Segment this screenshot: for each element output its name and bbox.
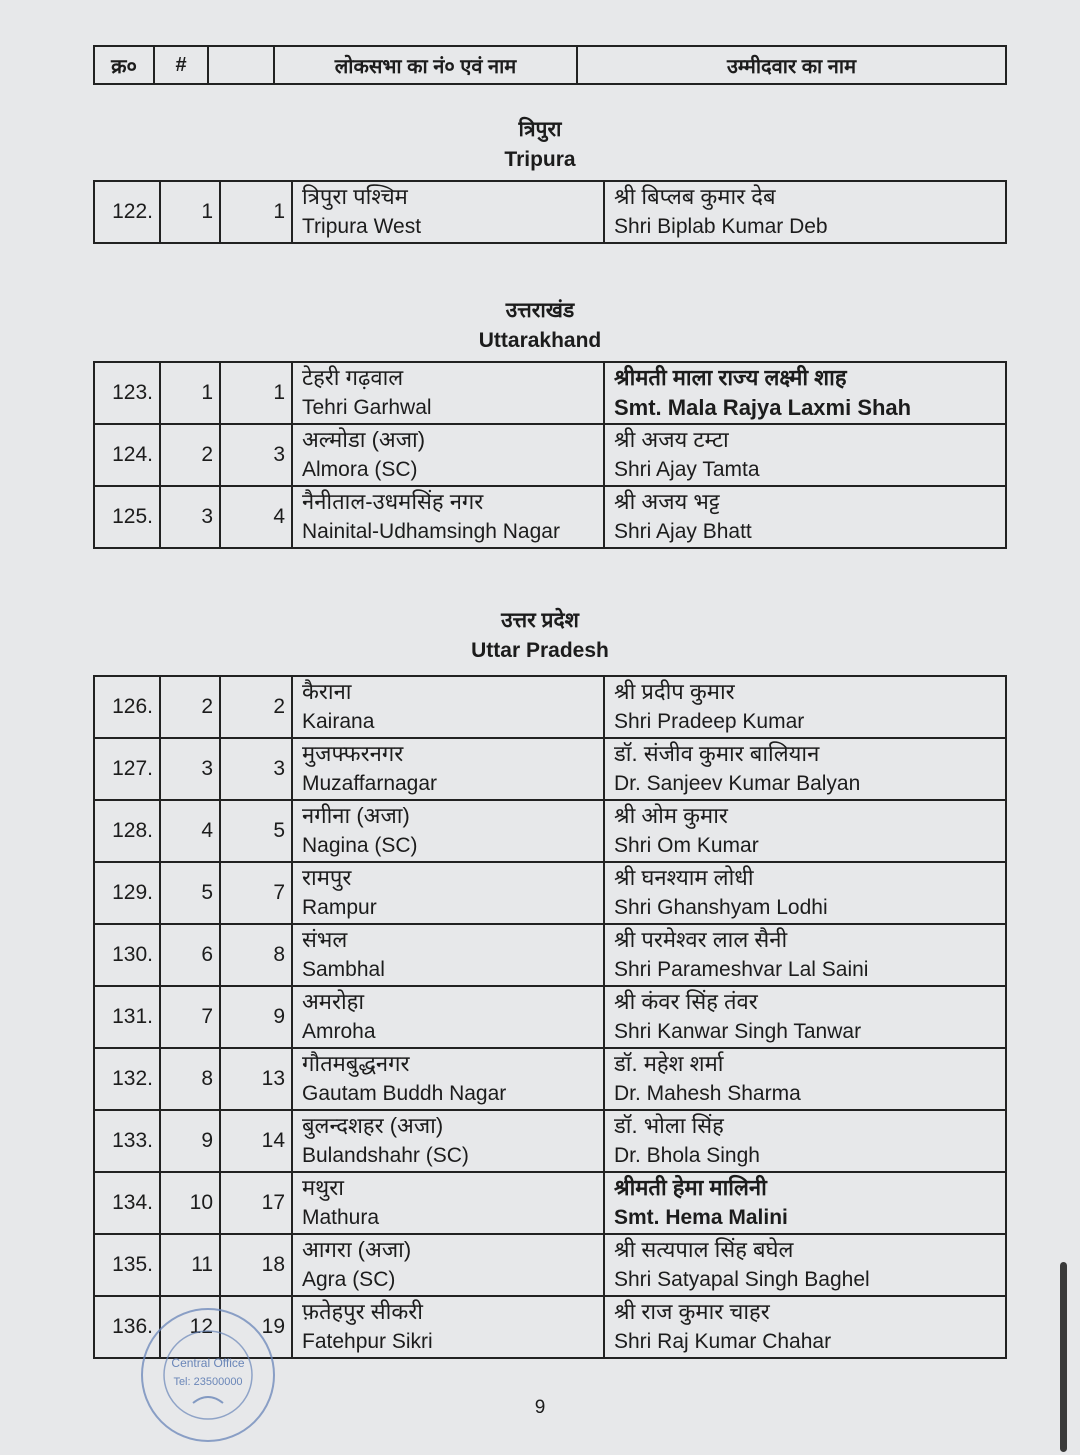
candidate-name-english: Shri Ajay Bhatt: [614, 520, 752, 543]
candidate-cell: [604, 676, 1006, 738]
state-seat-number: 1: [160, 362, 220, 424]
party-seal-stamp: [133, 1305, 283, 1445]
constituency-name-hindi: रामपुर: [302, 865, 352, 890]
state-seat-number: 6: [160, 924, 220, 986]
constituency-number: 2: [220, 676, 292, 738]
constituency-name-hindi: फ़तेहपुर सीकरी: [302, 1299, 423, 1324]
serial-number: 131.: [94, 986, 160, 1048]
constituency-cell: [292, 181, 604, 243]
constituency-cell: [292, 800, 604, 862]
candidate-name-hindi: श्री कंवर सिंह तंवर: [614, 989, 758, 1014]
constituency-number: 8: [220, 924, 292, 986]
constituency-number: 19: [220, 1296, 292, 1358]
state-seat-number: 2: [160, 424, 220, 486]
candidate-name-english: Shri Om Kumar: [614, 834, 759, 857]
candidate-name-hindi: डॉ. महेश शर्मा: [614, 1051, 724, 1076]
candidate-name-english: Shri Pradeep Kumar: [614, 710, 805, 733]
constituency-name-hindi: नैनीताल-उधमसिंह नगर: [302, 489, 484, 514]
candidate-name-hindi: डॉ. संजीव कुमार बालियान: [614, 741, 820, 766]
table-row: [94, 486, 1006, 548]
candidate-name-english: Shri Parameshvar Lal Saini: [614, 958, 869, 981]
candidate-name-hindi: श्री सत्यपाल सिंह बघेल: [614, 1237, 794, 1262]
constituency-name-english: Mathura: [302, 1206, 380, 1229]
candidate-name-english: Shri Raj Kumar Chahar: [614, 1330, 832, 1353]
constituency-name-english: Muzaffarnagar: [302, 772, 438, 795]
constituency-number: 3: [220, 738, 292, 800]
constituency-name-hindi: टेहरी गढ़वाल: [302, 365, 404, 390]
candidate-cell: [604, 738, 1006, 800]
candidate-name-hindi: श्री बिप्लब कुमार देब: [614, 184, 776, 209]
state-seat-number: 7: [160, 986, 220, 1048]
state-table: [93, 361, 1007, 549]
state-title-hindi: उत्तराखंड: [505, 299, 575, 322]
constituency-cell: [292, 986, 604, 1048]
candidate-cell: [604, 800, 1006, 862]
constituency-name-hindi: अल्मोडा (अजा): [302, 427, 426, 452]
serial-number: 135.: [94, 1234, 160, 1296]
table-row: [94, 362, 1006, 424]
state-seat-number: 3: [160, 738, 220, 800]
state-seat-number: 5: [160, 862, 220, 924]
serial-number: 128.: [94, 800, 160, 862]
candidate-name-english: Dr. Bhola Singh: [614, 1144, 760, 1167]
candidate-cell: [604, 486, 1006, 548]
serial-number: 130.: [94, 924, 160, 986]
constituency-cell: [292, 424, 604, 486]
candidate-name-hindi: श्री ओम कुमार: [614, 803, 728, 828]
candidate-name-english: Dr. Sanjeev Kumar Balyan: [614, 772, 861, 795]
candidate-name-english: Shri Kanwar Singh Tanwar: [614, 1020, 862, 1043]
serial-number: 123.: [94, 362, 160, 424]
state-seat-number: 1: [160, 181, 220, 243]
candidate-name-hindi: श्री प्रदीप कुमार: [614, 679, 735, 704]
constituency-name-english: Fatehpur Sikri: [302, 1330, 433, 1353]
serial-number: 125.: [94, 486, 160, 548]
table-row: [94, 1048, 1006, 1110]
table-row: [94, 181, 1006, 243]
candidate-name-english: Smt. Hema Malini: [614, 1206, 788, 1229]
state-seat-number: 9: [160, 1110, 220, 1172]
constituency-number: 13: [220, 1048, 292, 1110]
header-hash: #: [154, 46, 208, 84]
constituency-name-english: Gautam Buddh Nagar: [302, 1082, 507, 1105]
state-table: [93, 675, 1007, 1359]
table-row: [94, 862, 1006, 924]
constituency-number: 1: [220, 181, 292, 243]
state-seat-number: 2: [160, 676, 220, 738]
constituency-name-english: Tehri Garhwal: [302, 396, 432, 419]
table-row: [94, 676, 1006, 738]
serial-number: 126.: [94, 676, 160, 738]
table-row: [94, 738, 1006, 800]
constituency-number: 17: [220, 1172, 292, 1234]
header-constituency: लोकसभा का नं० एवं नाम: [274, 46, 577, 84]
serial-number: 129.: [94, 862, 160, 924]
scrollbar[interactable]: [1060, 1262, 1067, 1452]
serial-number: 127.: [94, 738, 160, 800]
constituency-cell: [292, 1110, 604, 1172]
constituency-name-english: Bulandshahr (SC): [302, 1144, 469, 1167]
candidate-name-hindi: श्रीमती हेमा मालिनी: [614, 1175, 767, 1200]
state-table: [93, 180, 1007, 244]
table-row: [94, 924, 1006, 986]
candidate-cell: [604, 1048, 1006, 1110]
candidate-cell: [604, 1234, 1006, 1296]
candidate-name-english: Shri Ajay Tamta: [614, 458, 760, 481]
state-seat-number: 4: [160, 800, 220, 862]
candidate-cell: [604, 924, 1006, 986]
table-row: [94, 424, 1006, 486]
serial-number: 124.: [94, 424, 160, 486]
constituency-number: 9: [220, 986, 292, 1048]
constituency-cell: [292, 1234, 604, 1296]
constituency-name-english: Sambhal: [302, 958, 385, 981]
constituency-number: 7: [220, 862, 292, 924]
candidate-cell: [604, 986, 1006, 1048]
constituency-cell: [292, 676, 604, 738]
constituency-cell: [292, 486, 604, 548]
constituency-name-english: Almora (SC): [302, 458, 418, 481]
constituency-name-hindi: आगरा (अजा): [302, 1237, 412, 1262]
state-title-english: Uttar Pradesh: [471, 639, 609, 662]
candidate-cell: [604, 1172, 1006, 1234]
serial-number: 132.: [94, 1048, 160, 1110]
candidate-name-hindi: श्री राज कुमार चाहर: [614, 1299, 770, 1324]
state-seat-number: 3: [160, 486, 220, 548]
state-seat-number: 12: [160, 1296, 220, 1358]
state-title-hindi: त्रिपुरा: [518, 118, 562, 141]
constituency-name-english: Nainital-Udhamsingh Nagar: [302, 520, 560, 543]
candidate-name-hindi: डॉ. भोला सिंह: [614, 1113, 724, 1138]
table-row: [94, 986, 1006, 1048]
state-title-english: Uttarakhand: [478, 329, 602, 352]
table-row: [94, 1172, 1006, 1234]
serial-number: 122.: [94, 181, 160, 243]
candidate-name-hindi: श्री अजय टम्टा: [614, 427, 729, 452]
constituency-cell: [292, 1296, 604, 1358]
constituency-name-english: Rampur: [302, 896, 377, 919]
header-spacer: [208, 46, 274, 84]
constituency-cell: [292, 1048, 604, 1110]
seal-office: Central Office: [171, 1356, 245, 1370]
state-seat-number: 11: [160, 1234, 220, 1296]
table-row: [94, 800, 1006, 862]
constituency-number: 1: [220, 362, 292, 424]
candidate-cell: [604, 362, 1006, 424]
candidate-name-hindi: श्रीमती माला राज्य लक्ष्मी शाह: [614, 365, 847, 390]
constituency-name-english: Agra (SC): [302, 1268, 396, 1291]
constituency-number: 5: [220, 800, 292, 862]
candidate-name-english: Dr. Mahesh Sharma: [614, 1082, 801, 1105]
page-number: 9: [534, 1397, 546, 1418]
candidate-cell: [604, 424, 1006, 486]
table-row: [94, 1234, 1006, 1296]
state-title-hindi: उत्तर प्रदेश: [501, 609, 579, 632]
state-seat-number: 10: [160, 1172, 220, 1234]
candidate-cell: [604, 1110, 1006, 1172]
constituency-cell: [292, 362, 604, 424]
candidate-name-hindi: श्री अजय भट्ट: [614, 489, 720, 514]
constituency-name-hindi: अमरोहा: [302, 989, 365, 1014]
candidate-name-english: Shri Ghanshyam Lodhi: [614, 896, 828, 919]
state-seat-number: 8: [160, 1048, 220, 1110]
serial-number: 134.: [94, 1172, 160, 1234]
constituency-name-hindi: कैराना: [302, 679, 352, 704]
serial-number: 133.: [94, 1110, 160, 1172]
candidate-name-hindi: श्री घनश्याम लोधी: [614, 865, 754, 890]
constituency-number: 14: [220, 1110, 292, 1172]
constituency-name-english: Nagina (SC): [302, 834, 418, 857]
constituency-name-hindi: मथुरा: [302, 1175, 344, 1200]
constituency-cell: [292, 924, 604, 986]
constituency-cell: [292, 862, 604, 924]
candidate-name-english: Shri Satyapal Singh Baghel: [614, 1268, 870, 1291]
constituency-name-english: Amroha: [302, 1020, 376, 1043]
constituency-name-english: Tripura West: [302, 215, 422, 238]
header-candidate: उम्मीदवार का नाम: [577, 46, 1006, 84]
constituency-name-hindi: गौतमबुद्धनगर: [302, 1051, 410, 1076]
constituency-cell: [292, 738, 604, 800]
constituency-name-hindi: त्रिपुरा पश्चिम: [302, 184, 408, 209]
serial-number: 136.: [94, 1296, 160, 1358]
constituency-cell: [292, 1172, 604, 1234]
constituency-number: 4: [220, 486, 292, 548]
constituency-number: 18: [220, 1234, 292, 1296]
candidate-cell: [604, 1296, 1006, 1358]
constituency-name-hindi: संभल: [302, 927, 348, 952]
state-title-english: Tripura: [504, 148, 576, 171]
seal-phone: Tel: 23500000: [173, 1376, 243, 1388]
candidate-cell: [604, 181, 1006, 243]
candidate-cell: [604, 862, 1006, 924]
candidate-name-hindi: श्री परमेश्वर लाल सैनी: [614, 927, 788, 952]
constituency-name-hindi: नगीना (अजा): [302, 803, 410, 828]
candidate-name-english: Smt. Mala Rajya Laxmi Shah: [614, 395, 912, 420]
header-serial: क्र०: [94, 46, 154, 84]
header-table: [93, 45, 1007, 85]
constituency-number: 3: [220, 424, 292, 486]
constituency-name-hindi: मुजफ्फरनगर: [302, 741, 404, 766]
candidate-name-english: Shri Biplab Kumar Deb: [614, 215, 828, 238]
constituency-name-hindi: बुलन्दशहर (अजा): [302, 1113, 444, 1138]
table-row: [94, 1110, 1006, 1172]
constituency-name-english: Kairana: [302, 710, 375, 733]
